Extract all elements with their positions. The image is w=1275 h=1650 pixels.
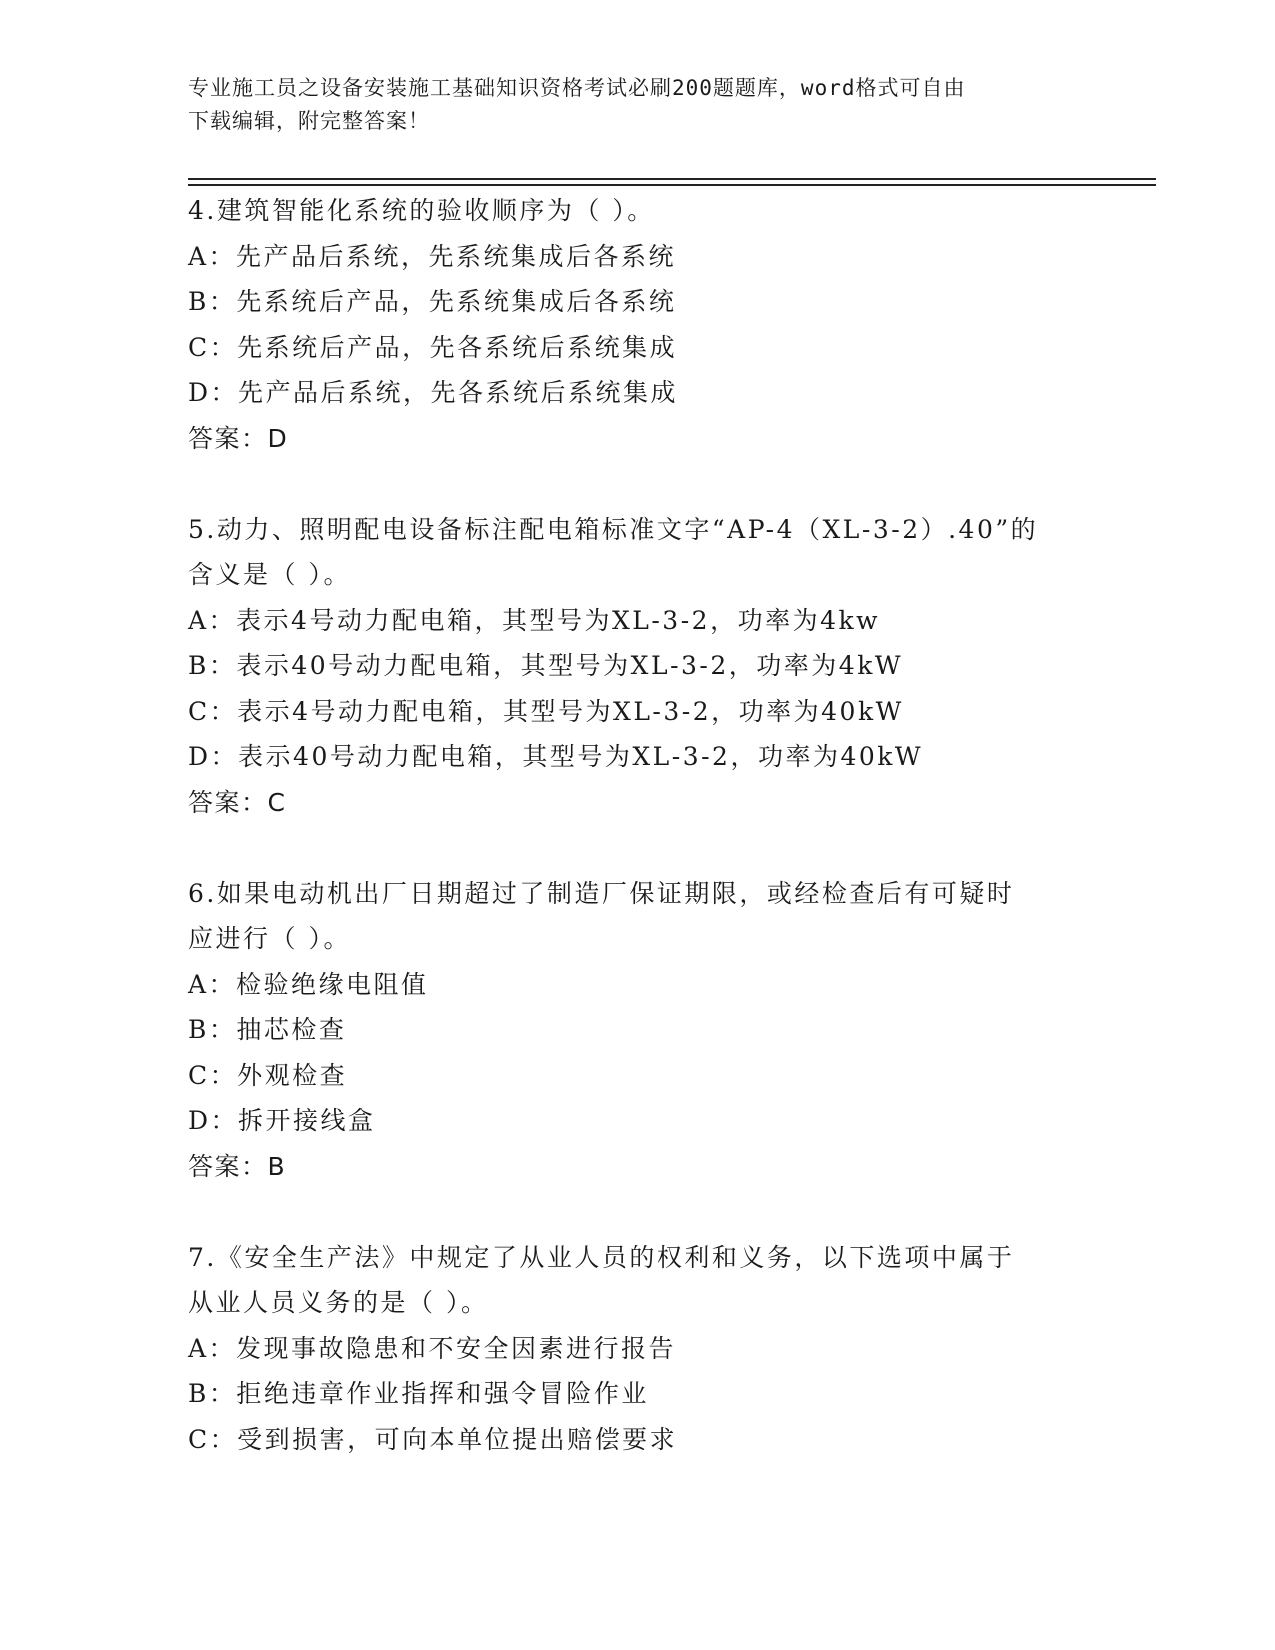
option-c: C：受到损害，可向本单位提出赔偿要求 [188,1424,678,1454]
option-d: D：拆开接线盒 [188,1106,376,1135]
document-header [188,72,1088,138]
option-a: A：表示4号动力配电箱，其型号为XL-3-2，功率为4kw [188,605,881,635]
option-c: C：先系统后产品，先各系统后系统集成 [188,332,678,362]
option-d: D：先产品后系统，先各系统后系统集成 [188,378,679,407]
question-stem: 4.建筑智能化系统的验收顺序为（ ）。 [188,196,655,225]
option-b: B：先系统后产品，先系统集成后各系统 [188,287,677,316]
spacer [188,1189,1088,1235]
option-d: D：表示40号动力配电箱，其型号为XL-3-2，功率为40kW [188,742,924,771]
option-a: A：检验绝缘电阻值 [188,969,429,999]
option-c: C：表示4号动力配电箱，其型号为XL-3-2，功率为40kW [188,696,904,726]
option-c: C：外观检查 [188,1060,348,1090]
spacer [188,461,1088,507]
header-line-2: 下载编辑，附完整答案！ [188,109,430,133]
question-stem-continued: 从业人员义务的是（ ）。 [188,1288,489,1317]
question-7 [188,1235,1088,1463]
header-rule-top [188,178,1156,180]
question-stem-continued: 应进行（ ）。 [188,924,351,953]
option-a: A：发现事故隐患和不安全因素进行报告 [188,1333,677,1363]
option-b: B：拒绝违章作业指挥和强令冒险作业 [188,1379,649,1408]
question-stem: 5.动力、照明配电设备标注配电箱标准文字“AP-4（XL-3-2）.40”的 [188,514,1039,544]
question-6 [188,871,1088,1190]
answer: 答案：D [188,423,289,453]
question-list [188,188,1088,1462]
option-b: B：抽芯检查 [188,1015,347,1044]
answer: 答案：C [188,787,287,817]
header-line-1: 专业施工员之设备安装施工基础知识资格考试必刷200题题库，word格式可自由 [188,76,966,100]
question-4 [188,188,1088,461]
question-stem: 7.《安全生产法》中规定了从业人员的权利和义务，以下选项中属于 [188,1242,1015,1272]
header-rule-bottom [188,184,1156,186]
spacer [188,825,1088,871]
question-stem: 6.如果电动机出厂日期超过了制造厂保证期限，或经检查后有可疑时 [188,878,1015,908]
option-a: A：先产品后系统，先系统集成后各系统 [188,241,677,271]
question-stem-continued: 含义是（ ）。 [188,560,351,589]
option-b: B：表示40号动力配电箱，其型号为XL-3-2，功率为4kW [188,651,904,680]
question-5 [188,507,1088,826]
answer: 答案：B [188,1151,287,1181]
